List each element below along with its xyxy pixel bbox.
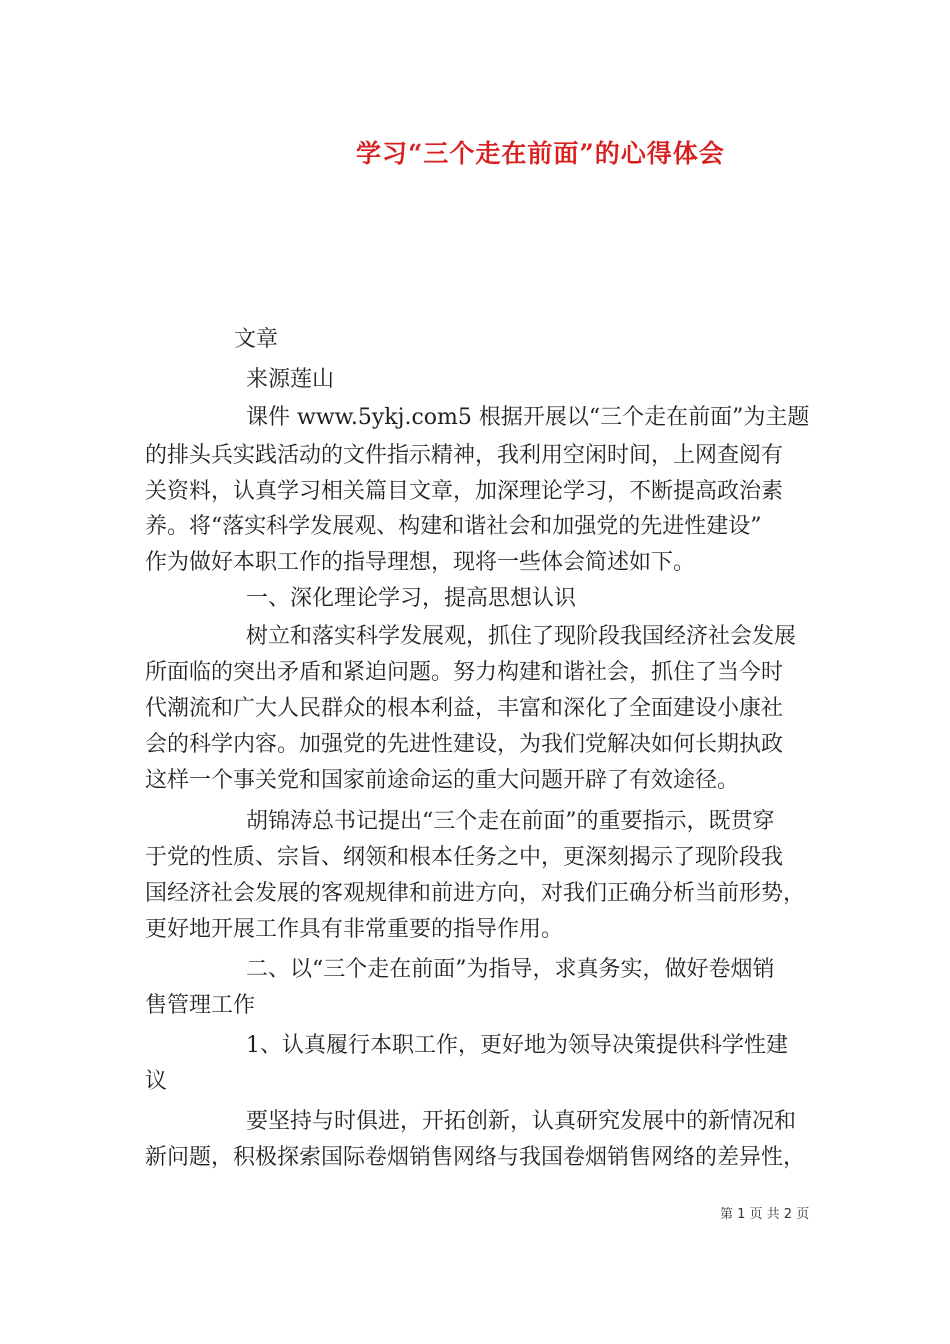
document-title: 学习“三个走在前面”的心得体会 bbox=[356, 139, 725, 168]
body-line: 树立和落实科学发展观，抓住了现阶段我国经济社会发展 bbox=[246, 624, 797, 649]
body-line: 代潮流和广大人民群众的根本利益，丰富和深化了全面建设小康社 bbox=[145, 696, 784, 721]
body-line: 所面临的突出矛盾和紧迫问题。努力构建和谐社会，抓住了当今时 bbox=[145, 660, 784, 685]
body-line: 关资料，认真学习相关篇目文章，加深理论学习，不断提高政治素 bbox=[145, 479, 784, 504]
section-heading: 售管理工作 bbox=[145, 993, 256, 1018]
body-line: 于党的性质、宗旨、纲领和根本任务之中，更深刻揭示了现阶段我 bbox=[145, 845, 784, 870]
body-line: 来源莲山 bbox=[246, 367, 335, 392]
body-line: 会的科学内容。加强党的先进性建设，为我们党解决如何长期执政 bbox=[145, 732, 784, 757]
body-line: 国经济社会发展的客观规律和前进方向，对我们正确分析当前形势， bbox=[145, 881, 806, 906]
subsection-heading: 议 bbox=[145, 1069, 168, 1094]
body-line: 课件 www.5ykj.com5 根据开展以“三个走在前面”为主题 bbox=[246, 405, 810, 430]
body-line: 要坚持与时俱进，开拓创新，认真研究发展中的新情况和 bbox=[246, 1109, 797, 1134]
section-heading: 二、以“三个走在前面”为指导，求真务实，做好卷烟销 bbox=[246, 957, 775, 982]
body-line: 文章 bbox=[234, 327, 279, 352]
subsection-heading: 1、认真履行本职工作，更好地为领导决策提供科学性建 bbox=[246, 1033, 788, 1058]
body-line: 作为做好本职工作的指导理想，现将一些体会简述如下。 bbox=[145, 550, 696, 575]
page-number-footer: 第 1 页 共 2 页 bbox=[720, 1207, 810, 1222]
body-line: 养。将“落实科学发展观、构建和谐社会和加强党的先进性建设” bbox=[145, 514, 762, 539]
body-line: 胡锦涛总书记提出“三个走在前面”的重要指示，既贯穿 bbox=[246, 809, 775, 834]
section-heading: 一、深化理论学习，提高思想认识 bbox=[246, 586, 577, 611]
body-line: 新问题，积极探索国际卷烟销售网络与我国卷烟销售网络的差异性， bbox=[145, 1145, 806, 1170]
body-line: 更好地开展工作具有非常重要的指导作用。 bbox=[145, 917, 564, 942]
body-line: 这样一个事关党和国家前途命运的重大问题开辟了有效途径。 bbox=[145, 768, 740, 793]
body-line: 的排头兵实践活动的文件指示精神，我利用空闲时间，上网查阅有 bbox=[145, 443, 784, 468]
